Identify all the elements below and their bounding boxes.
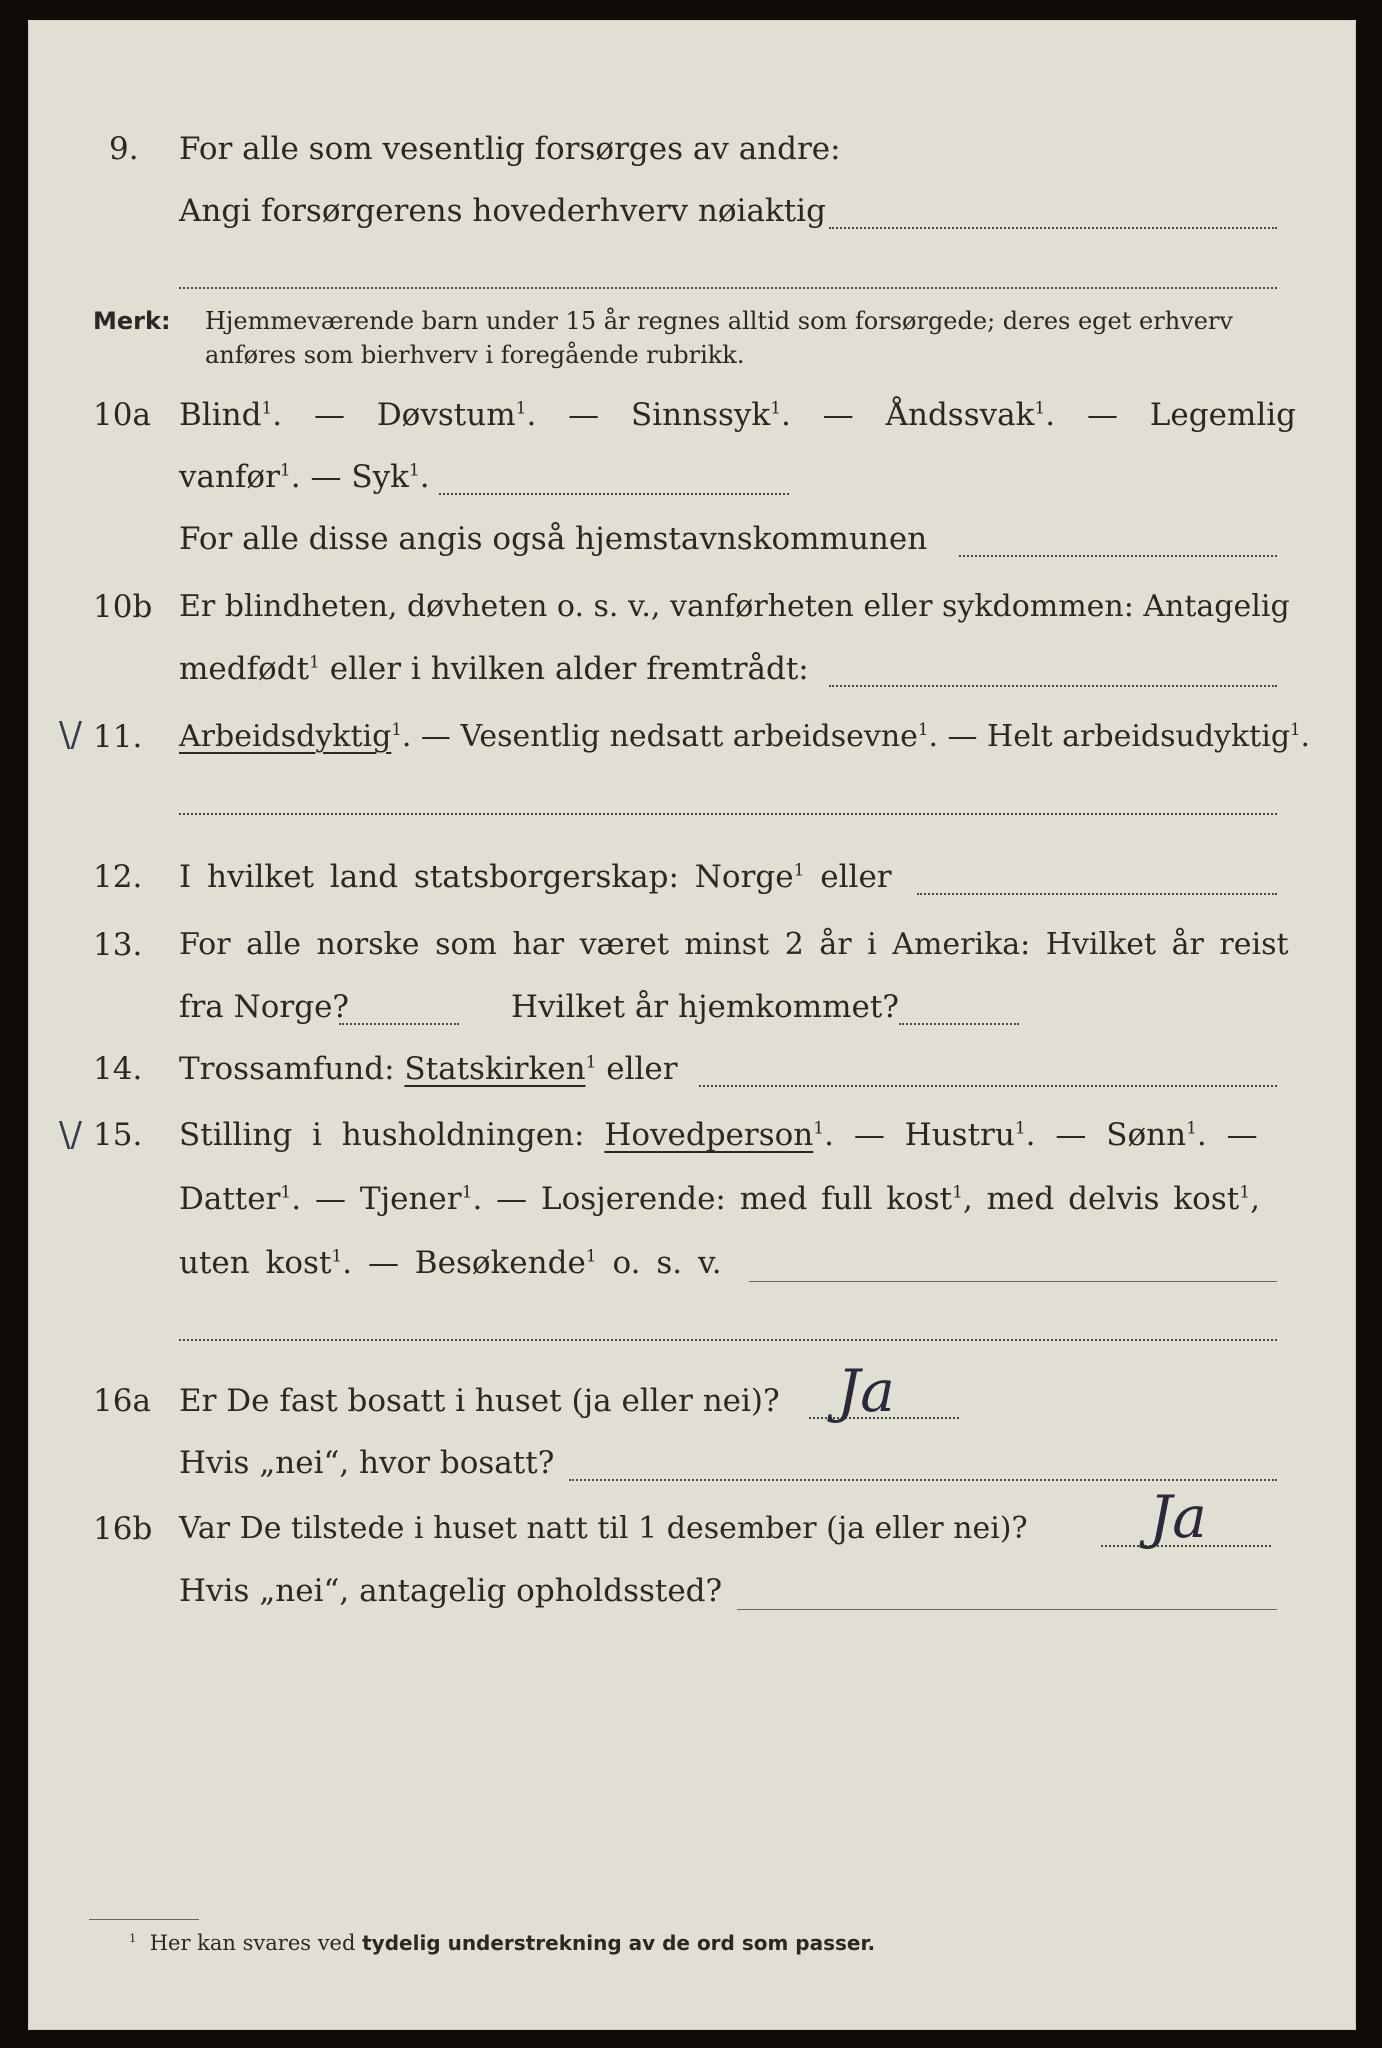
- q15-label: Stilling i husholdningen:: [179, 1117, 605, 1153]
- q14-eller: eller: [596, 1051, 678, 1087]
- q12-text: [179, 859, 892, 895]
- option-uten-kost[interactable]: uten kost: [179, 1245, 332, 1281]
- q15-line3: [29, 1245, 1355, 1291]
- q14-answer-field[interactable]: [699, 1085, 1277, 1087]
- q10b-alder-label: eller i hvilken alder fremtrådt:: [319, 651, 809, 687]
- q9-text1: For alle som vesentlig forsørges av andre:: [179, 131, 841, 167]
- sup-mark: 1: [1034, 398, 1046, 419]
- option-vanfor[interactable]: vanfør: [179, 459, 280, 495]
- option-syk[interactable]: . — Syk: [290, 459, 409, 495]
- sup-mark: 1: [279, 460, 291, 481]
- sup-mark: 1: [585, 1052, 597, 1073]
- option-tjener[interactable]: . — Tjener: [291, 1181, 462, 1217]
- q15-answer-field-2[interactable]: [179, 1339, 1277, 1341]
- q14-text: [179, 1051, 678, 1087]
- option-statskirken[interactable]: Statskirken: [404, 1051, 586, 1087]
- q16a-number: 16a: [93, 1383, 151, 1419]
- q16a-text1: Er De fast bosatt i huset (ja eller nei)?: [179, 1383, 780, 1419]
- option-andssvak[interactable]: . — Åndssvak: [781, 397, 1035, 433]
- sup-mark: 1: [1186, 1118, 1197, 1139]
- q15-dash: . —: [1196, 1117, 1258, 1153]
- q9-answer-field[interactable]: [829, 227, 1277, 229]
- footnote-mark: 1: [129, 1931, 137, 1945]
- sup-mark: 1: [952, 1182, 963, 1203]
- q14-number: 14.: [93, 1051, 143, 1087]
- q10a-text1: [179, 397, 1296, 433]
- footnote-emphasis: tydelig understrekning av de ord som passer.: [362, 1931, 876, 1955]
- option-delvis-kost[interactable]: , med delvis kost: [962, 1181, 1240, 1217]
- q16a-line1: [29, 1383, 1355, 1429]
- option-udyktig[interactable]: . — Helt arbeidsudyktig: [928, 719, 1291, 754]
- q13-text2a: fra Norge?: [179, 989, 350, 1025]
- merk-line2: anføres som bierhverv i foregående rubrikk.: [205, 341, 745, 369]
- q10a-line3: [29, 521, 1355, 567]
- sup-mark: 1: [461, 1182, 473, 1203]
- sup-mark: 1: [813, 1118, 825, 1139]
- q10a-text3: For alle disse angis også hjemstavnskommunen: [179, 521, 928, 557]
- sup-mark: 1: [408, 460, 420, 481]
- option-datter[interactable]: Datter: [179, 1181, 281, 1217]
- q16b-opholdssted-field[interactable]: [737, 1609, 1277, 1610]
- option-medfodt[interactable]: medfødt: [179, 651, 310, 687]
- option-blind[interactable]: Blind: [179, 397, 262, 433]
- q15-answer-field[interactable]: [749, 1281, 1277, 1282]
- sup-mark: 1: [1290, 720, 1301, 739]
- q9-text2: Angi forsørgerens hovederhverv nøiaktig: [179, 193, 826, 229]
- q10b-line2: [29, 651, 1355, 697]
- q14-label: Trossamfund:: [179, 1051, 405, 1087]
- option-sonn[interactable]: . — Sønn: [1025, 1117, 1187, 1153]
- q11-period: .: [1300, 719, 1311, 754]
- q10b-line1: [29, 589, 1355, 635]
- q13-text1: For alle norske som har været minst 2 år i Amerika: Hvilket år reist: [179, 927, 1289, 962]
- check-mark-q15: \/: [59, 1115, 82, 1155]
- option-hovedperson[interactable]: Hovedperson: [604, 1117, 814, 1153]
- q10a-hjemstavn-field[interactable]: [959, 555, 1277, 557]
- check-mark-q11: \/: [59, 715, 82, 755]
- sup-mark: 1: [309, 652, 320, 673]
- q16b-handwritten-answer: Ja: [1149, 1483, 1207, 1551]
- q12-eller: eller: [804, 859, 892, 895]
- q12-answer-field[interactable]: [917, 893, 1277, 895]
- sup-mark: 1: [280, 1182, 292, 1203]
- q10a-line2: [29, 459, 1355, 505]
- sup-mark: 1: [1014, 1118, 1026, 1139]
- q10b-answer-field[interactable]: [829, 685, 1277, 687]
- option-nedsatt[interactable]: . — Vesentlig nedsatt arbeidsevne: [401, 719, 918, 754]
- sup-mark: 1: [770, 398, 782, 419]
- q11-line: [29, 719, 1355, 765]
- sup-mark: 1: [261, 398, 273, 419]
- q9-line1: [29, 131, 1355, 177]
- q15-line1: [29, 1117, 1355, 1163]
- q16b-line2: [29, 1573, 1355, 1619]
- q10a-text2: [179, 459, 430, 495]
- q10b-text1: Er blindheten, døvheten o. s. v., vanførheten eller sykdommen: Antagelig: [179, 589, 1290, 624]
- census-form-page: [28, 20, 1356, 2030]
- footnote: [129, 1931, 875, 1955]
- q16a-bosatt-field[interactable]: [569, 1479, 1277, 1481]
- q10a-syk-field[interactable]: [439, 493, 789, 495]
- sup-mark: 1: [1239, 1182, 1251, 1203]
- q16a-handwritten-answer: Ja: [837, 1357, 895, 1425]
- option-legemlig[interactable]: . — Legemlig: [1045, 397, 1297, 433]
- q13-text2b: Hvilket år hjemkommet?: [511, 989, 899, 1025]
- sup-mark: 1: [793, 860, 805, 881]
- option-hustru[interactable]: . — Hustru: [824, 1117, 1015, 1153]
- q9-answer-field-2[interactable]: [179, 287, 1277, 289]
- q13-line1: [29, 927, 1355, 973]
- q11-number: 11.: [93, 719, 143, 755]
- q10b-number: 10b: [93, 589, 153, 625]
- q12-line: [29, 859, 1355, 905]
- q9-line2: [29, 193, 1355, 239]
- q10b-text2: [179, 651, 809, 687]
- q16b-text2: Hvis „nei“, antagelig opholdssted?: [179, 1573, 723, 1609]
- sup-mark: 1: [917, 720, 929, 739]
- q13-line2: [29, 989, 1355, 1035]
- option-besokende[interactable]: . — Besøkende: [342, 1245, 586, 1281]
- q15-comma: ,: [1250, 1181, 1260, 1217]
- merk-note: [93, 307, 171, 335]
- q10a-period: .: [419, 459, 430, 495]
- option-dovstum[interactable]: . — Døvstum: [272, 397, 516, 433]
- merk-line1: Hjemmeværende barn under 15 år regnes alltid som forsørgede; deres eget erhverv: [205, 307, 1233, 335]
- option-full-kost[interactable]: . — Losjerende: med full kost: [472, 1181, 953, 1217]
- option-arbeidsdyktig[interactable]: Arbeidsdyktig: [179, 719, 392, 754]
- sup-mark: 1: [391, 720, 402, 739]
- sup-mark: 1: [331, 1246, 343, 1267]
- q15-text2: [179, 1181, 1260, 1217]
- q11-text: [179, 719, 1310, 754]
- q16b-number: 16b: [93, 1511, 153, 1547]
- q11-answer-field[interactable]: [179, 813, 1277, 815]
- q13-number: 13.: [93, 927, 143, 963]
- q13-hjemkommet-field[interactable]: [899, 1023, 1019, 1025]
- sup-mark: 1: [585, 1246, 597, 1267]
- q13-reist-field[interactable]: [339, 1023, 459, 1025]
- q14-line: [29, 1051, 1355, 1097]
- q15-text1: [179, 1117, 1258, 1153]
- q15-osv: o. s. v.: [596, 1245, 722, 1281]
- q15-text3: [179, 1245, 722, 1281]
- merk-label: Merk:: [93, 307, 171, 335]
- footnote-text: Her kan svares ved: [149, 1931, 363, 1955]
- q12-number: 12.: [93, 859, 143, 895]
- q10a-line1: [29, 397, 1355, 443]
- q10a-number: 10a: [93, 397, 151, 433]
- q16b-text1: Var De tilstede i huset natt til 1 desember (ja eller nei)?: [179, 1511, 1028, 1546]
- option-norge[interactable]: I hvilket land statsborgerskap: Norge: [179, 859, 794, 895]
- footnote-rule: [89, 1919, 199, 1920]
- option-sinnssyk[interactable]: . — Sinnssyk: [526, 397, 771, 433]
- sup-mark: 1: [515, 398, 527, 419]
- q16a-text2: Hvis „nei“, hvor bosatt?: [179, 1445, 555, 1481]
- q9-number: 9.: [109, 131, 139, 167]
- q15-line2: [29, 1181, 1355, 1227]
- q15-number: 15.: [93, 1117, 143, 1153]
